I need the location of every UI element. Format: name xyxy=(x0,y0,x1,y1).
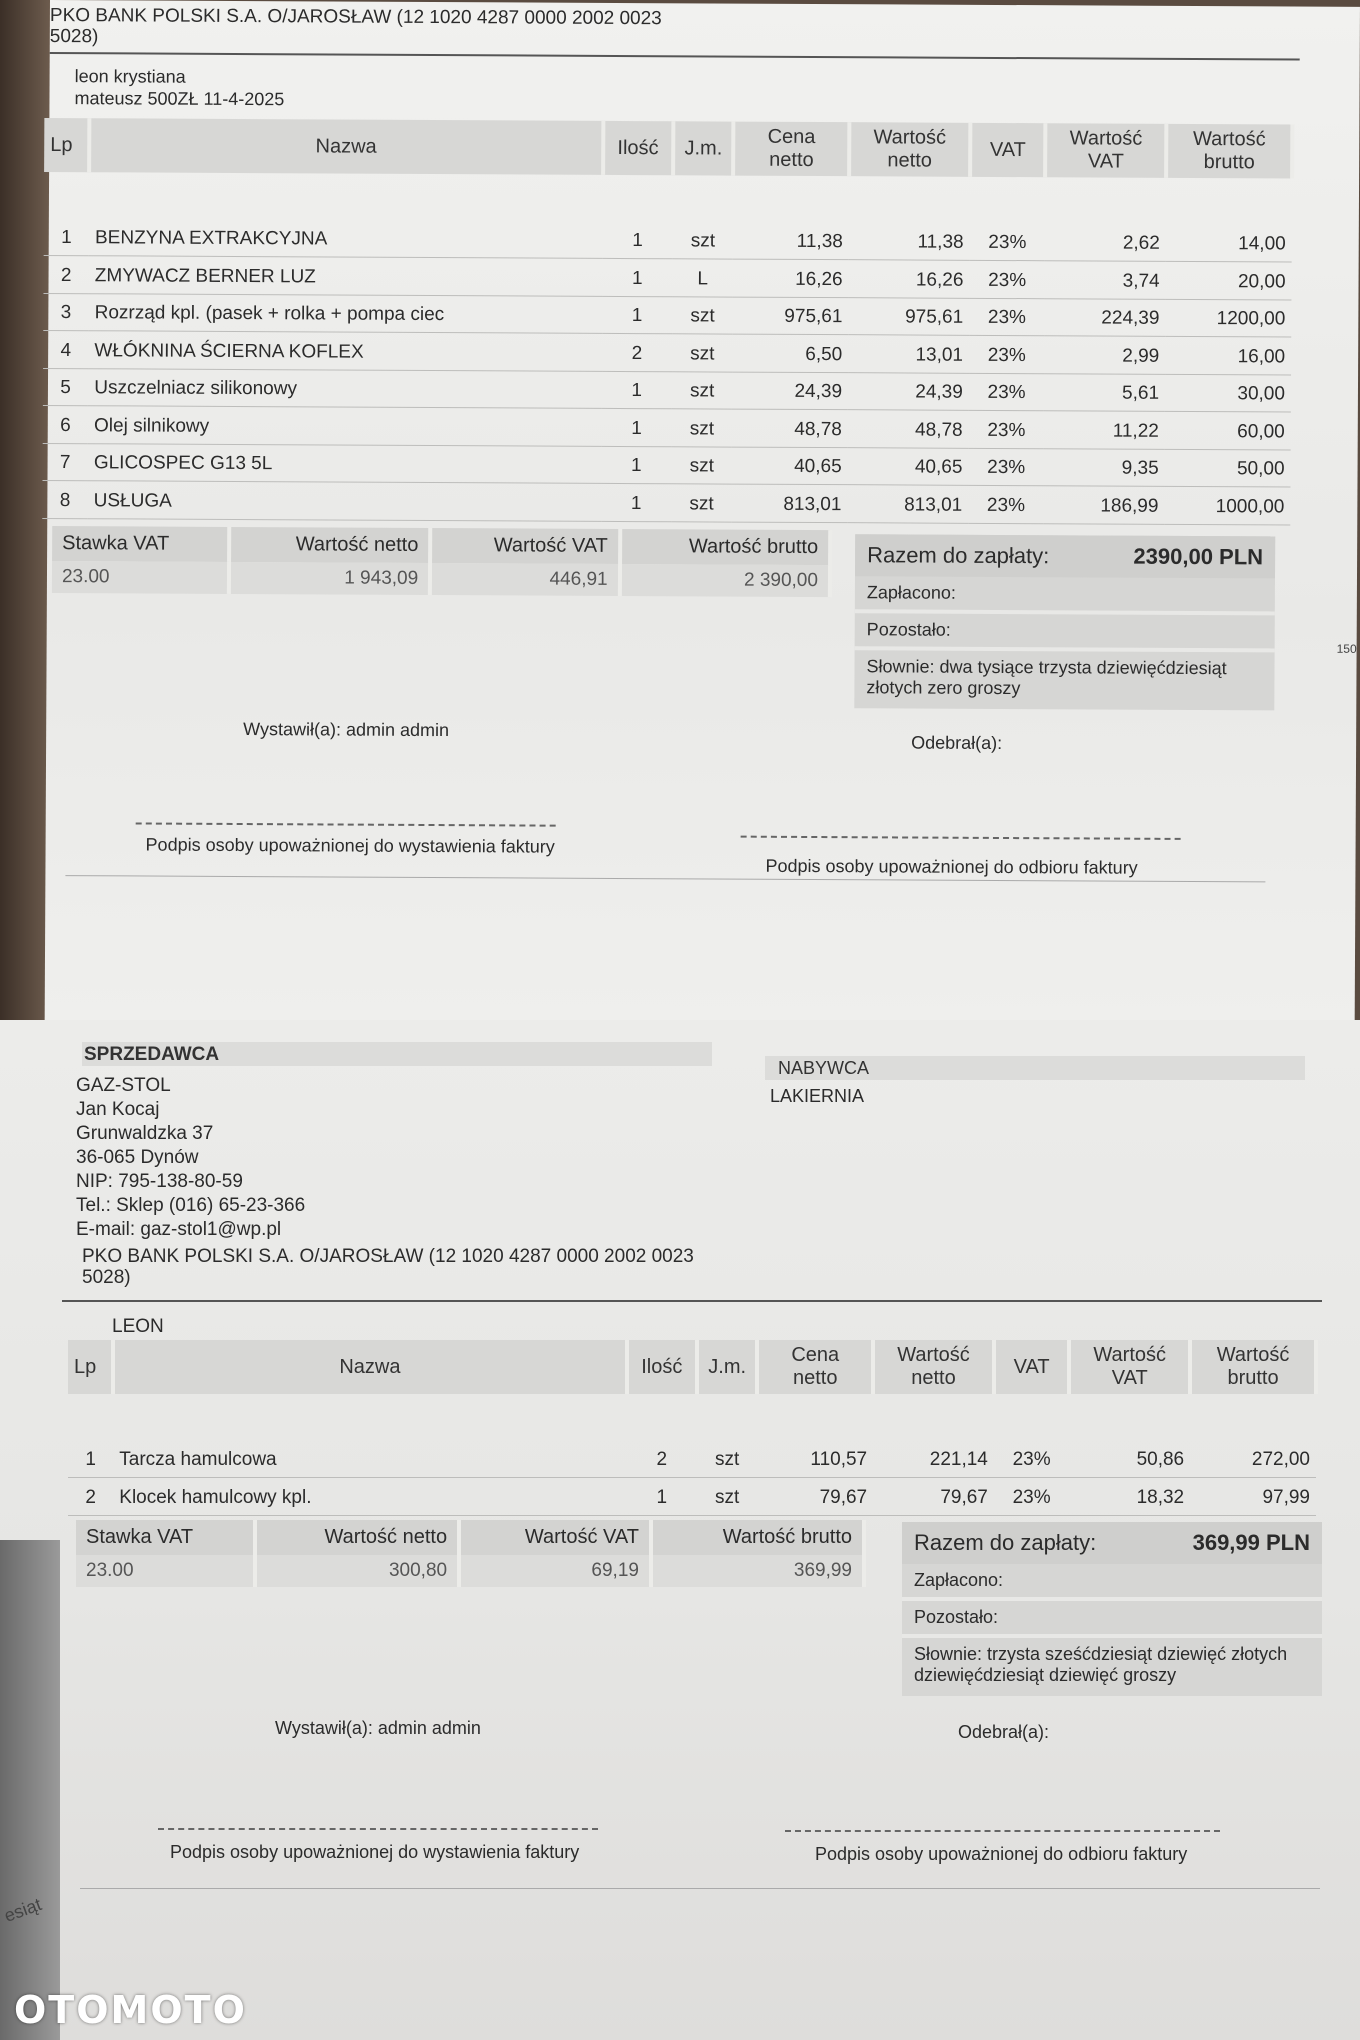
table-row xyxy=(44,218,1292,262)
cell-net: 24,39 xyxy=(848,372,969,410)
invoice-sheet-2 xyxy=(0,1020,1360,2040)
received-by: Odebrał(a): xyxy=(911,732,1003,753)
invoice-sheet-1 xyxy=(45,0,1360,1027)
cell-price: 110,57 xyxy=(757,1440,873,1478)
cell-gross: 20,00 xyxy=(1166,261,1292,299)
background-edge xyxy=(0,1540,60,2040)
table-row xyxy=(43,330,1291,374)
cell-vat-val: 18,32 xyxy=(1069,1478,1190,1516)
cell-vat: 23% xyxy=(968,448,1044,486)
cell-gross: 50,00 xyxy=(1165,449,1291,487)
cell-lp: 7 xyxy=(42,443,87,481)
cell-qty: 2 xyxy=(602,333,673,371)
cell-gross: 16,00 xyxy=(1165,336,1291,374)
divider xyxy=(50,52,1300,61)
table-header: Lp Nazwa Ilość J.m. Cena netto Wartość netto VAT Wartość VAT Wartość brutto xyxy=(44,118,1292,179)
cell-vat: 23% xyxy=(970,223,1046,261)
signature-line-receiver xyxy=(785,1830,1220,1832)
table-row xyxy=(43,255,1291,299)
table-row xyxy=(43,405,1291,449)
signature-label-issuer: Podpis osoby upoważnionej do wystawienia faktury xyxy=(170,1842,580,1862)
cell-vat: 23% xyxy=(969,298,1045,336)
cell-vat-val: 224,39 xyxy=(1045,298,1166,336)
cell-name: GLICOSPEC G13 5L xyxy=(88,443,601,483)
cell-net: 975,61 xyxy=(848,297,969,335)
cell-name: BENZYNA EXTRAKCYJNA xyxy=(89,218,602,258)
signature-line-issuer xyxy=(158,1828,598,1830)
cell-unit: szt xyxy=(671,484,732,522)
cell-lp: 2 xyxy=(43,255,88,293)
otomoto-watermark: OTOMOTO xyxy=(14,1988,247,2032)
total-amount: 369,99 PLN xyxy=(1192,1530,1310,1555)
cell-qty: 1 xyxy=(601,483,672,521)
cell-name: Rozrząd kpl. (pasek + rolka + pompa ciec xyxy=(89,293,602,333)
cell-price: 16,26 xyxy=(733,259,849,297)
cell-price: 6,50 xyxy=(732,334,848,372)
cell-gross: 97,99 xyxy=(1190,1478,1316,1516)
total-amount: 2390,00 PLN xyxy=(1133,543,1264,570)
cell-name: USŁUGA xyxy=(88,481,601,521)
amount-in-words: Słownie: trzysta sześćdziesiąt dziewięć złotych dziewięćdziesiąt dziewięć groszy xyxy=(914,1644,1288,1685)
cell-price: 79,67 xyxy=(757,1478,873,1516)
amount-in-words: Słownie: dwa tysiące trzysta dziewięćdziesiąt złotych zero groszy xyxy=(866,656,1227,699)
divider xyxy=(80,1888,1320,1889)
cell-vat-val: 9,35 xyxy=(1044,448,1165,486)
cell-price: 975,61 xyxy=(733,297,849,335)
seller-label: SPRZEDAWCA xyxy=(84,1044,220,1065)
cell-price: 11,38 xyxy=(733,222,849,260)
cell-vat: 23% xyxy=(968,485,1044,523)
edge-scrap-text: 150 xyxy=(1336,641,1357,656)
cell-vat-val: 50,86 xyxy=(1069,1440,1190,1478)
seller-details: GAZ-STOL Jan Kocaj Grunwaldzka 37 36-065 Dynów NIP: 795-138-80-59 Tel.: Sklep (016) 65-23-366 E-mail: gaz-stol1@wp.pl xyxy=(76,1075,306,1240)
cell-unit: szt xyxy=(697,1440,757,1478)
cell-unit: szt xyxy=(672,409,733,447)
cell-lp: 1 xyxy=(68,1440,113,1478)
signature-label-receiver: Podpis osoby upoważnionej do odbioru faktury xyxy=(815,1844,1188,1864)
table-header: Lp Nazwa Ilość J.m. Cena netto Wartość netto VAT Wartość VAT Wartość brutto xyxy=(68,1340,1316,1394)
cell-gross: 14,00 xyxy=(1166,224,1292,262)
cell-vat: 23% xyxy=(969,335,1045,373)
cell-gross: 1200,00 xyxy=(1165,299,1291,337)
divider xyxy=(62,1300,1322,1302)
cell-net: 11,38 xyxy=(849,222,970,260)
cell-unit: szt xyxy=(672,334,733,372)
cell-vat: 23% xyxy=(969,373,1045,411)
cell-lp: 4 xyxy=(43,330,88,368)
cell-qty: 1 xyxy=(601,371,672,409)
bank-account: PKO BANK POLSKI S.A. O/JAROSŁAW (12 1020 4287 0000 2002 0023 5028) xyxy=(82,1246,694,1288)
issued-by: Wystawił(a): admin admin xyxy=(275,1718,481,1738)
table-row xyxy=(42,480,1290,524)
cell-unit: szt xyxy=(672,371,733,409)
table-row xyxy=(43,293,1291,337)
cell-gross: 272,00 xyxy=(1190,1440,1316,1478)
items-table xyxy=(68,1340,1318,1516)
cell-vat-val: 2,62 xyxy=(1045,223,1166,261)
cell-gross: 30,00 xyxy=(1165,374,1291,412)
cell-qty: 1 xyxy=(602,258,673,296)
items-table xyxy=(42,118,1294,525)
cell-qty: 2 xyxy=(627,1440,697,1478)
cell-price: 48,78 xyxy=(732,409,848,447)
table-row xyxy=(42,443,1290,487)
vat-summary-table: Stawka VAT Wartość netto Wartość VAT Wartość brutto 23.00 300,80 69,19 369,99 xyxy=(76,1520,866,1587)
cell-net: 13,01 xyxy=(848,335,969,373)
cell-qty: 1 xyxy=(601,408,672,446)
cell-unit: szt xyxy=(673,221,734,259)
note-line-1: leon krystiana xyxy=(74,66,186,87)
table-row xyxy=(68,1440,1316,1478)
cell-unit: szt xyxy=(671,446,732,484)
cell-name: Uszczelniacz silikonowy xyxy=(88,368,601,408)
vat-summary-table: Stawka VAT Wartość netto Wartość VAT Wartość brutto 23.00 1 943,09 446,91 2 390,00 xyxy=(52,526,832,597)
cell-lp: 8 xyxy=(42,480,87,518)
issued-by: Wystawił(a): admin admin xyxy=(243,719,450,741)
signature-label-receiver: Podpis osoby upoważnionej do odbioru faktury xyxy=(765,855,1138,878)
cell-net: 79,67 xyxy=(873,1478,994,1516)
cell-lp: 6 xyxy=(43,405,88,443)
signature-label-issuer: Podpis osoby upoważnionej do wystawienia faktury xyxy=(145,834,555,857)
cell-name: ZMYWACZ BERNER LUZ xyxy=(89,256,602,296)
cell-net: 40,65 xyxy=(848,447,969,485)
edge-scrap-text: esiąt xyxy=(1,1894,45,1926)
table-row xyxy=(43,368,1291,412)
buyer-name: LAKIERNIA xyxy=(770,1086,865,1106)
cell-vat: 23% xyxy=(969,410,1045,448)
cell-vat: 23% xyxy=(969,260,1045,298)
cell-gross: 60,00 xyxy=(1165,411,1291,449)
cell-net: 221,14 xyxy=(873,1440,994,1478)
bank-account: PKO BANK POLSKI S.A. O/JAROSŁAW (12 1020 4287 0000 2002 0023 5028) xyxy=(49,4,662,48)
cell-lp: 3 xyxy=(43,293,88,331)
cell-price: 813,01 xyxy=(732,484,848,522)
note-line: LEON xyxy=(112,1316,164,1337)
cell-name: Olej silnikowy xyxy=(88,406,601,446)
cell-unit: szt xyxy=(697,1478,757,1516)
cell-qty: 1 xyxy=(602,221,673,259)
cell-vat-val: 5,61 xyxy=(1044,373,1165,411)
cell-qty: 1 xyxy=(602,296,673,334)
cell-name: Tarcza hamulcowa xyxy=(113,1440,626,1478)
cell-unit: L xyxy=(672,259,733,297)
cell-unit: szt xyxy=(672,296,733,334)
cell-vat-val: 186,99 xyxy=(1044,486,1165,524)
cell-vat-val: 3,74 xyxy=(1045,261,1166,299)
cell-qty: 1 xyxy=(601,446,672,484)
cell-lp: 2 xyxy=(68,1478,113,1516)
cell-name: WŁÓKNINA ŚCIERNA KOFLEX xyxy=(88,331,601,371)
signature-line-receiver xyxy=(741,836,1181,840)
cell-vat-val: 2,99 xyxy=(1044,336,1165,374)
cell-gross: 1000,00 xyxy=(1164,486,1290,524)
cell-name: Klocek hamulcowy kpl. xyxy=(113,1478,626,1516)
signature-line-issuer xyxy=(136,822,556,826)
cell-price: 24,39 xyxy=(732,372,848,410)
cell-net: 16,26 xyxy=(849,260,970,298)
cell-lp: 1 xyxy=(44,218,89,256)
cell-net: 48,78 xyxy=(848,410,969,448)
cell-price: 40,65 xyxy=(732,447,848,485)
cell-vat-val: 11,22 xyxy=(1044,411,1165,449)
received-by: Odebrał(a): xyxy=(958,1722,1050,1742)
payment-summary: Razem do zapłaty: 369,99 PLN Zapłacono: Pozostało: Słownie: trzysta sześćdziesiąt dziewięć złotych dziewięćdziesiąt dziewięć groszy xyxy=(902,1522,1322,1696)
cell-qty: 1 xyxy=(627,1478,697,1516)
cell-vat: 23% xyxy=(994,1478,1069,1516)
buyer-label: NABYWCA xyxy=(778,1058,870,1078)
note-line-2: mateusz 500ZŁ 11-4-2025 xyxy=(74,88,285,110)
table-row xyxy=(68,1478,1316,1516)
cell-vat: 23% xyxy=(994,1440,1069,1478)
cell-lp: 5 xyxy=(43,368,88,406)
payment-summary: Razem do zapłaty: 2390,00 PLN Zapłacono: Pozostało: Słownie: dwa tysiące trzysta dziewięćdziesiąt złotych zero groszy xyxy=(854,534,1275,710)
cell-net: 813,01 xyxy=(847,485,968,523)
